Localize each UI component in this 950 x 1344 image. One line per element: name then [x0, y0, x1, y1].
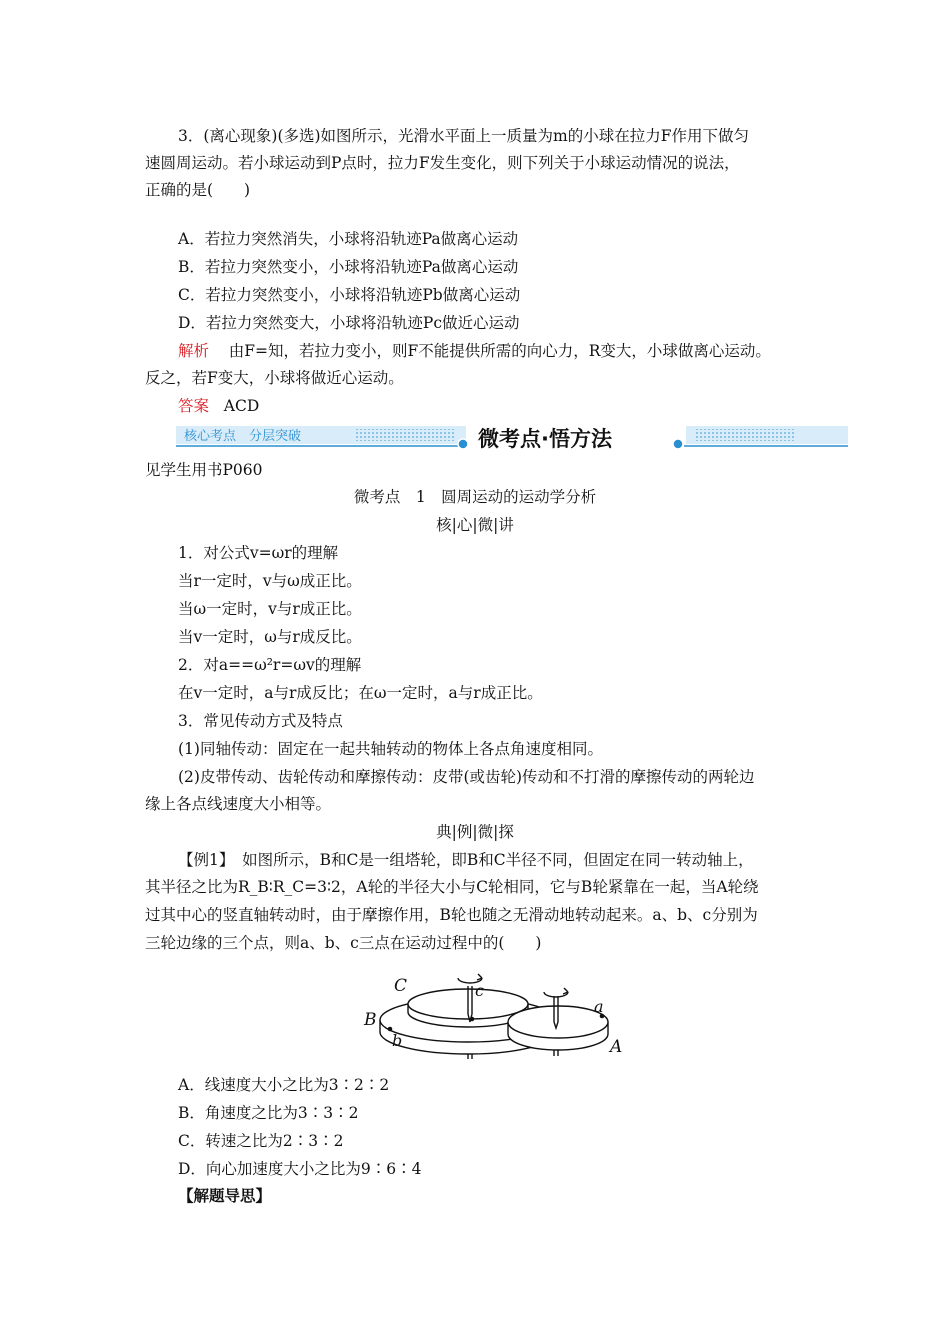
core-point-3-line-3: 缘上各点线速度大小相等。 [145, 795, 332, 813]
label-c-wheel: C [394, 976, 408, 996]
core-point-1-title: 1．对公式v=ωr的理解 [178, 544, 339, 562]
tower-wheel-figure [362, 962, 632, 1062]
core-point-1-line-3: 当v一定时，ω与r成反比。 [178, 628, 362, 646]
q3-analysis-line-2: 反之，若F变大，小球将做近心运动。 [145, 369, 404, 387]
label-a-point: a [594, 997, 604, 1016]
core-point-3-title: 3．常见传动方式及特点 [178, 712, 343, 730]
label-b-point: b [392, 1031, 403, 1050]
core-point-3-line-1: (1)同轴传动：固定在一起共轴转动的物体上各点角速度相同。 [178, 740, 603, 758]
label-c-point: c [475, 981, 484, 1000]
core-point-1-line-1: 当r一定时，v与ω成正比。 [178, 572, 362, 590]
example-line-4: 三轮边缘的三个点，则a、b、c三点在运动过程中的( ) [145, 934, 542, 952]
banner-right-dots [696, 429, 796, 441]
section-banner [176, 424, 848, 454]
core-point-3-line-2: (2)皮带传动、齿轮传动和摩擦传动：皮带(或齿轮)传动和不打滑的摩擦传动的两轮边 [178, 768, 755, 786]
answer-value: ACD [223, 397, 260, 415]
q3-answer [178, 396, 259, 416]
example-option-d: D．向心加速度大小之比为9∶6∶4 [178, 1160, 422, 1178]
section-title: 微考点 1 圆周运动的运动学分析 [353, 488, 597, 506]
q3-option-d: D．若拉力突然变大，小球将沿轨迹Pc做近心运动 [178, 314, 520, 332]
q3-line-3: 正确的是( ) [145, 181, 251, 199]
q3-option-a: A．若拉力突然消失，小球将沿轨迹Pa做离心运动 [178, 230, 519, 248]
q3-option-c: C．若拉力突然变小，小球将沿轨迹Pb做离心运动 [178, 286, 521, 304]
point-c [470, 1017, 475, 1022]
core-point-2-title: 2．对a==ω²r=ωv的理解 [178, 656, 362, 674]
label-b-wheel: B [364, 1010, 377, 1030]
example-option-c: C．转速之比为2∶3∶2 [178, 1132, 344, 1150]
banner-left-text: 核心考点 分层突破 [184, 429, 302, 444]
core-heading: 核|心|微|讲 [436, 516, 514, 534]
solution-guide-heading: 【解题导思】 [178, 1186, 272, 1205]
core-point-1-line-2: 当ω一定时，v与r成正比。 [178, 600, 362, 618]
banner-left-dots [356, 429, 456, 441]
example-line-1: 【例1】 如图所示，B和C是一组塔轮，即B和C半径不同，但固定在同一转动轴上， [178, 851, 754, 869]
example-line-3: 过其中心的竖直轴转动时，由于摩擦作用，B轮也随之无滑动地转动起来。a、b、c分别为 [145, 906, 758, 924]
example-line-2: 其半径之比为R_B∶R_C=3∶2，A轮的半径大小与C轮相同，它与B轮紧靠在一起，当A轮绕 [145, 878, 759, 896]
answer-label: 答案 [178, 397, 210, 415]
banner-left-dot [458, 439, 468, 449]
analysis-label: 解析 [178, 342, 210, 360]
q3-analysis-line-1 [178, 341, 771, 361]
q3-line-1: 3．(离心现象)(多选)如图所示，光滑水平面上一质量为m的小球在拉力F作用下做匀 [178, 127, 750, 145]
example-heading: 典|例|微|探 [436, 823, 514, 841]
q3-line-2: 速圆周运动。若小球运动到P点时，拉力F发生变化，则下列关于小球运动情况的说法， [145, 154, 740, 172]
analysis-text: 由F=知，若拉力变小，则F不能提供所需的向心力，R变大，小球做离心运动。 [228, 342, 771, 360]
banner-right-dot [673, 439, 683, 449]
example-option-a: A．线速度大小之比为3∶2∶2 [178, 1076, 390, 1094]
q3-option-b: B．若拉力突然变小，小球将沿轨迹Pa做离心运动 [178, 258, 519, 276]
label-a-wheel: A [610, 1037, 623, 1057]
example-option-b: B．角速度之比为3∶3∶2 [178, 1104, 359, 1122]
core-point-2-line-1: 在v一定时，a与r成反比；在ω一定时，a与r成正比。 [178, 684, 543, 702]
reference-text: 见学生用书P060 [145, 461, 263, 479]
banner-right-text: 微考点·悟方法 [478, 427, 612, 451]
